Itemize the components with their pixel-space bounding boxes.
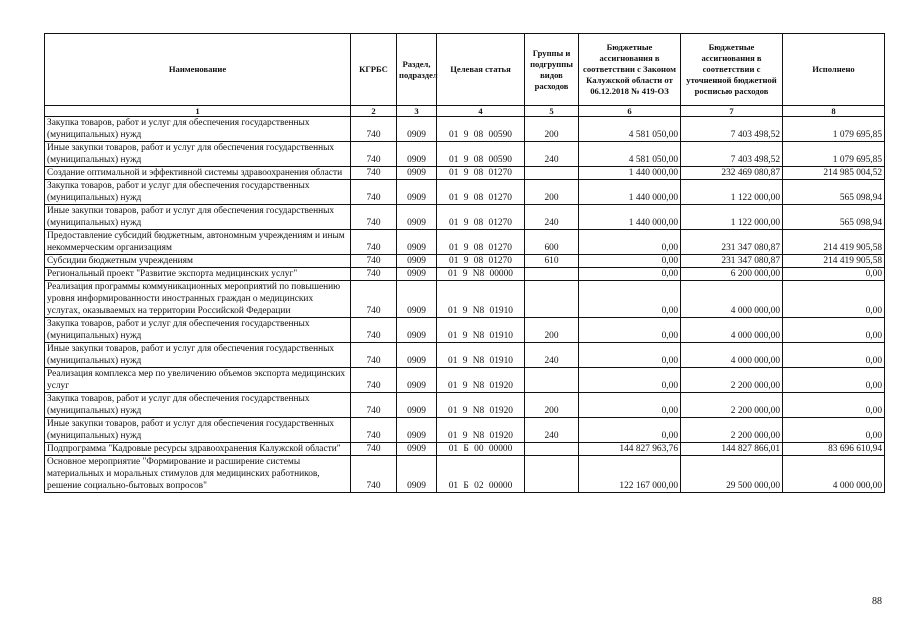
- row-refined-amount-cell: 231 347 080,87: [681, 255, 783, 268]
- row-executed-amount-cell: 83 696 610,94: [783, 443, 885, 456]
- row-name-cell: Реализация программы коммуникационных мероприятий по повышению уровня информированности иностранных граждан о медицинских услугах, оказываемых на территории Российской Федерации: [45, 281, 351, 318]
- row-section-cell: 0909: [397, 230, 437, 255]
- row-name-cell: Субсидии бюджетным учреждениям: [45, 255, 351, 268]
- column-number: 4: [437, 106, 525, 117]
- row-name-cell: Предоставление субсидий бюджетным, автономным учреждениям и иным некоммерческим организациям: [45, 230, 351, 255]
- row-name-cell: Закупка товаров, работ и услуг для обеспечения государственных (муниципальных) нужд: [45, 393, 351, 418]
- table-row: [45, 268, 885, 281]
- row-executed-amount-cell: 0,00: [783, 418, 885, 443]
- row-law-amount-cell: 122 167 000,00: [579, 456, 681, 493]
- row-kgrbs-cell: 740: [351, 180, 397, 205]
- row-name-cell: Иные закупки товаров, работ и услуг для обеспечения государственных (муниципальных) нужд: [45, 418, 351, 443]
- row-refined-amount-cell: 1 122 000,00: [681, 205, 783, 230]
- row-refined-amount-cell: 1 122 000,00: [681, 180, 783, 205]
- column-number: 1: [45, 106, 351, 117]
- row-expense-group-cell: [525, 368, 579, 393]
- row-executed-amount-cell: 0,00: [783, 343, 885, 368]
- table-row: [45, 343, 885, 368]
- table-row: [45, 167, 885, 180]
- header-executed: Исполнено: [783, 34, 885, 106]
- row-refined-amount-cell: 2 200 000,00: [681, 368, 783, 393]
- row-name-cell: Иные закупки товаров, работ и услуг для обеспечения государственных (муниципальных) нужд: [45, 142, 351, 167]
- row-law-amount-cell: 0,00: [579, 230, 681, 255]
- row-section-cell: 0909: [397, 142, 437, 167]
- table-row: [45, 368, 885, 393]
- row-law-amount-cell: 1 440 000,00: [579, 180, 681, 205]
- row-refined-amount-cell: 232 469 080,87: [681, 167, 783, 180]
- column-number: 3: [397, 106, 437, 117]
- row-name-cell: Реализация комплекса мер по увеличению объемов экспорта медицинских услуг: [45, 368, 351, 393]
- row-kgrbs-cell: 740: [351, 418, 397, 443]
- row-expense-group-cell: 240: [525, 343, 579, 368]
- row-law-amount-cell: 144 827 963,76: [579, 443, 681, 456]
- row-kgrbs-cell: 740: [351, 343, 397, 368]
- row-kgrbs-cell: 740: [351, 281, 397, 318]
- row-kgrbs-cell: 740: [351, 456, 397, 493]
- table-row: [45, 117, 885, 142]
- row-law-amount-cell: 0,00: [579, 393, 681, 418]
- row-target-article-cell: 01 Б 00 00000: [437, 443, 525, 456]
- row-kgrbs-cell: 740: [351, 443, 397, 456]
- row-expense-group-cell: 610: [525, 255, 579, 268]
- row-section-cell: 0909: [397, 318, 437, 343]
- row-executed-amount-cell: 0,00: [783, 281, 885, 318]
- row-section-cell: 0909: [397, 205, 437, 230]
- row-section-cell: 0909: [397, 268, 437, 281]
- table-row: [45, 230, 885, 255]
- row-target-article-cell: 01 9 08 00590: [437, 142, 525, 167]
- table-row: [45, 255, 885, 268]
- row-section-cell: 0909: [397, 418, 437, 443]
- row-kgrbs-cell: 740: [351, 117, 397, 142]
- column-number: 2: [351, 106, 397, 117]
- header-section: Раздел, подраздел: [397, 34, 437, 106]
- header-name: Наименование: [45, 34, 351, 106]
- header-row: [45, 34, 885, 106]
- row-kgrbs-cell: 740: [351, 393, 397, 418]
- row-law-amount-cell: 4 581 050,00: [579, 117, 681, 142]
- row-target-article-cell: 01 9 08 01270: [437, 180, 525, 205]
- header-kgrbs: КГРБС: [351, 34, 397, 106]
- column-number: 7: [681, 106, 783, 117]
- row-law-amount-cell: 0,00: [579, 255, 681, 268]
- row-law-amount-cell: 0,00: [579, 418, 681, 443]
- row-section-cell: 0909: [397, 180, 437, 205]
- row-law-amount-cell: 4 581 050,00: [579, 142, 681, 167]
- header-target-article: Целевая статья: [437, 34, 525, 106]
- row-expense-group-cell: [525, 456, 579, 493]
- row-name-cell: Закупка товаров, работ и услуг для обеспечения государственных (муниципальных) нужд: [45, 117, 351, 142]
- row-refined-amount-cell: 29 500 000,00: [681, 456, 783, 493]
- row-executed-amount-cell: 565 098,94: [783, 180, 885, 205]
- row-expense-group-cell: 200: [525, 318, 579, 343]
- table-row: [45, 318, 885, 343]
- row-target-article-cell: 01 9 N8 01910: [437, 318, 525, 343]
- table-row: [45, 142, 885, 167]
- row-target-article-cell: 01 9 N8 00000: [437, 268, 525, 281]
- table-row: [45, 456, 885, 493]
- row-target-article-cell: 01 9 08 00590: [437, 117, 525, 142]
- row-kgrbs-cell: 740: [351, 368, 397, 393]
- header-expense-group: Группы и подгруппы видов расходов: [525, 34, 579, 106]
- row-refined-amount-cell: 231 347 080,87: [681, 230, 783, 255]
- header-refined-allocations: Бюджетные ассигнования в соответствии с уточненной бюджетной росписью расходов: [681, 34, 783, 106]
- row-section-cell: 0909: [397, 281, 437, 318]
- row-target-article-cell: 01 9 08 01270: [437, 255, 525, 268]
- row-refined-amount-cell: 144 827 866,01: [681, 443, 783, 456]
- row-refined-amount-cell: 2 200 000,00: [681, 418, 783, 443]
- row-name-cell: Основное мероприятие "Формирование и расширение системы материальных и моральных стимулов для медицинских работников, решение социально-бытовых вопросов": [45, 456, 351, 493]
- row-target-article-cell: 01 9 N8 01910: [437, 281, 525, 318]
- row-kgrbs-cell: 740: [351, 167, 397, 180]
- row-refined-amount-cell: 4 000 000,00: [681, 318, 783, 343]
- row-target-article-cell: 01 9 08 01270: [437, 167, 525, 180]
- table-body: [45, 117, 885, 493]
- row-executed-amount-cell: 0,00: [783, 318, 885, 343]
- row-name-cell: Иные закупки товаров, работ и услуг для обеспечения государственных (муниципальных) нужд: [45, 205, 351, 230]
- row-target-article-cell: 01 9 N8 01920: [437, 418, 525, 443]
- row-name-cell: Закупка товаров, работ и услуг для обеспечения государственных (муниципальных) нужд: [45, 180, 351, 205]
- row-target-article-cell: 01 9 08 01270: [437, 230, 525, 255]
- row-law-amount-cell: 0,00: [579, 343, 681, 368]
- row-kgrbs-cell: 740: [351, 230, 397, 255]
- row-executed-amount-cell: 214 985 004,52: [783, 167, 885, 180]
- row-expense-group-cell: [525, 268, 579, 281]
- table-row: [45, 281, 885, 318]
- row-expense-group-cell: 200: [525, 180, 579, 205]
- column-number: 8: [783, 106, 885, 117]
- row-target-article-cell: 01 9 N8 01910: [437, 343, 525, 368]
- row-refined-amount-cell: 6 200 000,00: [681, 268, 783, 281]
- row-refined-amount-cell: 4 000 000,00: [681, 281, 783, 318]
- row-section-cell: 0909: [397, 255, 437, 268]
- row-target-article-cell: 01 9 N8 01920: [437, 393, 525, 418]
- table-row: [45, 205, 885, 230]
- row-refined-amount-cell: 7 403 498,52: [681, 117, 783, 142]
- row-name-cell: Создание оптимальной и эффективной системы здравоохранения области: [45, 167, 351, 180]
- row-expense-group-cell: 200: [525, 117, 579, 142]
- row-refined-amount-cell: 4 000 000,00: [681, 343, 783, 368]
- row-section-cell: 0909: [397, 167, 437, 180]
- row-target-article-cell: 01 Б 02 00000: [437, 456, 525, 493]
- row-executed-amount-cell: 565 098,94: [783, 205, 885, 230]
- header-law-allocations: Бюджетные ассигнования в соответствии с Законом Калужской области от 06.12.2018 № 419-ОЗ: [579, 34, 681, 106]
- table-row: [45, 180, 885, 205]
- row-expense-group-cell: 240: [525, 418, 579, 443]
- row-kgrbs-cell: 740: [351, 142, 397, 167]
- row-law-amount-cell: 0,00: [579, 318, 681, 343]
- row-section-cell: 0909: [397, 117, 437, 142]
- row-refined-amount-cell: 2 200 000,00: [681, 393, 783, 418]
- budget-execution-table: [44, 33, 885, 493]
- column-number: 5: [525, 106, 579, 117]
- row-target-article-cell: 01 9 N8 01920: [437, 368, 525, 393]
- row-name-cell: Закупка товаров, работ и услуг для обеспечения государственных (муниципальных) нужд: [45, 318, 351, 343]
- table-row: [45, 393, 885, 418]
- row-executed-amount-cell: 0,00: [783, 368, 885, 393]
- row-expense-group-cell: [525, 443, 579, 456]
- row-expense-group-cell: 200: [525, 393, 579, 418]
- row-expense-group-cell: 240: [525, 205, 579, 230]
- row-kgrbs-cell: 740: [351, 318, 397, 343]
- row-law-amount-cell: 0,00: [579, 281, 681, 318]
- table-row: [45, 418, 885, 443]
- row-kgrbs-cell: 740: [351, 205, 397, 230]
- row-expense-group-cell: 240: [525, 142, 579, 167]
- row-section-cell: 0909: [397, 456, 437, 493]
- row-target-article-cell: 01 9 08 01270: [437, 205, 525, 230]
- row-expense-group-cell: 600: [525, 230, 579, 255]
- row-executed-amount-cell: 1 079 695,85: [783, 117, 885, 142]
- row-law-amount-cell: 1 440 000,00: [579, 205, 681, 230]
- column-number: 6: [579, 106, 681, 117]
- row-executed-amount-cell: 0,00: [783, 393, 885, 418]
- row-refined-amount-cell: 7 403 498,52: [681, 142, 783, 167]
- row-law-amount-cell: 1 440 000,00: [579, 167, 681, 180]
- row-executed-amount-cell: 214 419 905,58: [783, 255, 885, 268]
- page-number: 88: [872, 596, 882, 607]
- row-kgrbs-cell: 740: [351, 255, 397, 268]
- row-executed-amount-cell: 4 000 000,00: [783, 456, 885, 493]
- row-name-cell: Иные закупки товаров, работ и услуг для обеспечения государственных (муниципальных) нужд: [45, 343, 351, 368]
- row-executed-amount-cell: 214 419 905,58: [783, 230, 885, 255]
- row-section-cell: 0909: [397, 343, 437, 368]
- row-name-cell: Региональный проект "Развитие экспорта медицинских услуг": [45, 268, 351, 281]
- budget-table-container: [44, 33, 884, 493]
- column-number-row: [45, 106, 885, 117]
- row-law-amount-cell: 0,00: [579, 368, 681, 393]
- row-executed-amount-cell: 1 079 695,85: [783, 142, 885, 167]
- row-expense-group-cell: [525, 167, 579, 180]
- row-kgrbs-cell: 740: [351, 268, 397, 281]
- table-row: [45, 443, 885, 456]
- row-law-amount-cell: 0,00: [579, 268, 681, 281]
- row-section-cell: 0909: [397, 443, 437, 456]
- row-executed-amount-cell: 0,00: [783, 268, 885, 281]
- row-name-cell: Подпрограмма "Кадровые ресурсы здравоохранения Калужской области": [45, 443, 351, 456]
- row-section-cell: 0909: [397, 368, 437, 393]
- row-section-cell: 0909: [397, 393, 437, 418]
- row-expense-group-cell: [525, 281, 579, 318]
